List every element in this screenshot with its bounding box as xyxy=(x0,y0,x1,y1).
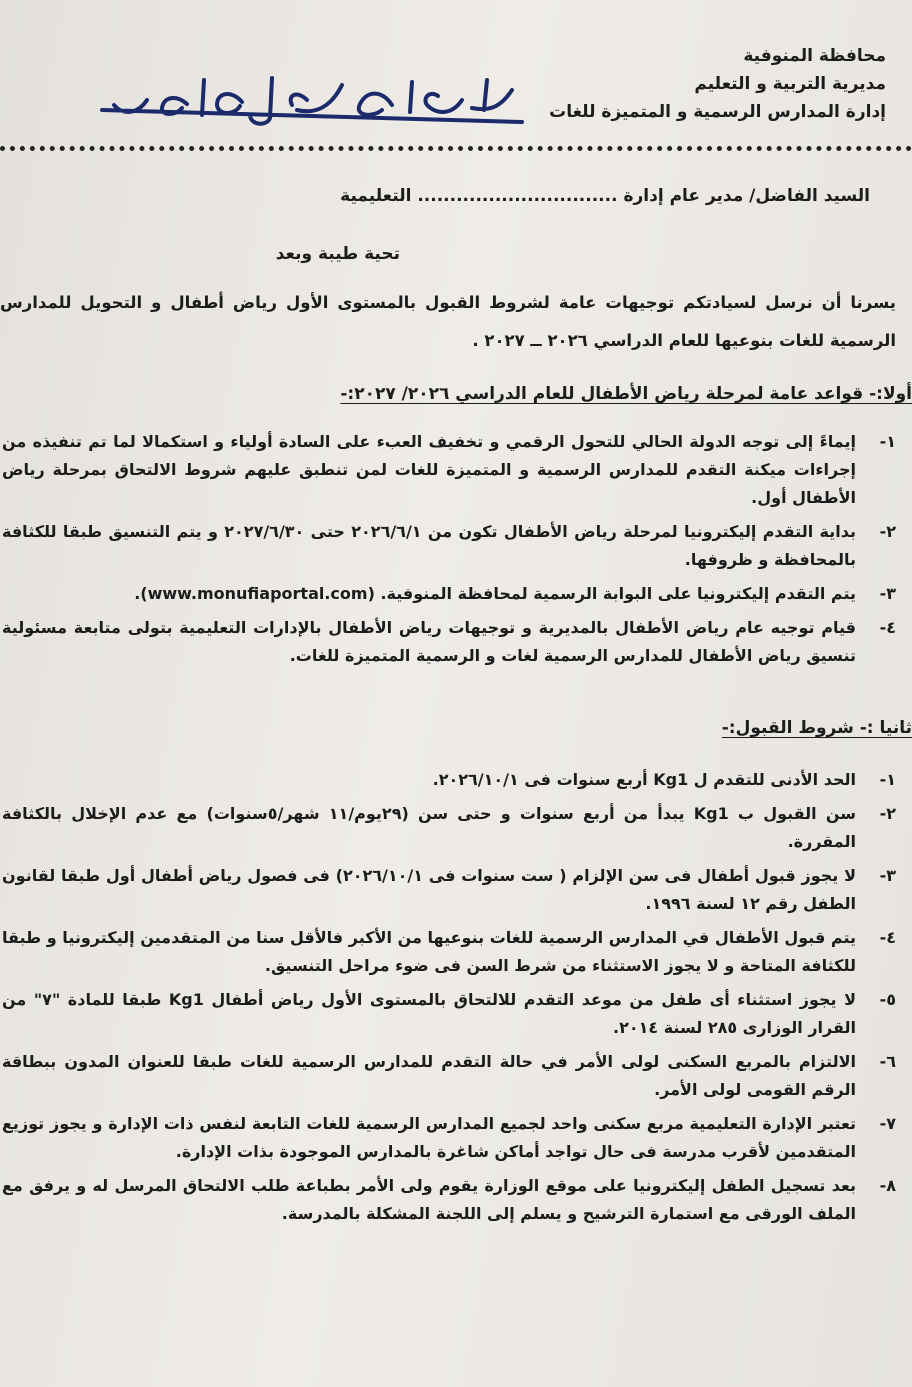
item-text: يتم التقدم إليكترونيا على البوابة الرسمية لمحافظة المنوفية. (www.monufiaportal.com). xyxy=(134,584,856,603)
item-text: لا يجوز قبول أطفال فى سن الإلزام ( ست سنوات فى ٢٠٢٦/١٠/١) فى فصول رياض أطفال أول طبقا لقانون الطفل رقم ١٢ لسنة ١٩٩٦. xyxy=(2,866,856,913)
list-item xyxy=(2,862,896,918)
item-number: ٤- xyxy=(879,618,896,637)
item-number: ١- xyxy=(879,432,896,451)
item-number: ١- xyxy=(879,770,896,789)
item-text: قيام توجيه عام رياض الأطفال بالمديرية و توجيهات رياض الأطفال بالإدارات التعليمية بتولى متابعة مسئولية تنسيق رياض الأطفال للمدارس الرسمية لغات و الرسمية المتميزة للغات. xyxy=(2,618,856,665)
item-text: الحد الأدنى للتقدم ل Kg1 أربع سنوات فى ٢٠٢٦/١٠/١. xyxy=(432,770,856,789)
item-text: يتم قبول الأطفال في المدارس الرسمية للغات بنوعيها من الأكبر فالأقل سنا من المتقدمين إليكترونيا و طبقا للكثافة المتاحة و لا يجوز الاستثناء من شرط السن فى ضوء مراحل التنسيق. xyxy=(2,928,856,975)
item-text: تعتبر الإدارة التعليمية مربع سكنى واحد لجميع المدارس الرسمية للغات التابعة لنفس ذات الإدارة و يجوز توزيع المتقدمين لأقرب مدرسة فى حال تواجد أماكن شاغرة بالمدارس الموجودة بذات الإدارة. xyxy=(2,1114,856,1161)
item-number: ٧- xyxy=(879,1114,896,1133)
item-number: ٣- xyxy=(879,866,896,885)
section1-list xyxy=(2,428,896,676)
list-item xyxy=(2,1172,896,1228)
list-item xyxy=(2,924,896,980)
section2-title: ثانيا :- شروط القبول:- xyxy=(721,718,912,738)
item-text: بعد تسجيل الطفل إليكترونيا على موقع الوزارة يقوم ولى الأمر بطباعة طلب الالتحاق المرسل له و يرفق مع الملف الورقى مع استمارة الترشيح و يسلم إلى اللجنة المشكلة بالمدرسة. xyxy=(2,1176,856,1223)
item-number: ٤- xyxy=(879,928,896,947)
list-item xyxy=(2,766,896,794)
list-item xyxy=(2,986,896,1042)
item-number: ٦- xyxy=(879,1052,896,1071)
item-number: ٥- xyxy=(879,990,896,1009)
governorate-name: محافظة المنوفية xyxy=(743,46,886,66)
list-item xyxy=(2,1048,896,1104)
intro-paragraph: يسرنا أن نرسل لسيادتكم توجيهات عامة لشروط القبول بالمستوى الأول رياض أطفال و التحويل للمدارس الرسمية للغات بنوعيها للعام الدراسي ٢٠٢٦ ــ ٢٠٢٧ . xyxy=(0,293,896,350)
item-text: بداية التقدم إليكترونيا لمرحلة رياض الأطفال تكون من ٢٠٢٦/٦/١ حتى ٢٠٢٧/٦/٣٠ و يتم التنسيق طبقا للكثافة بالمحافظة و ظروفها. xyxy=(2,522,856,569)
list-item xyxy=(2,580,896,608)
list-item xyxy=(2,800,896,856)
item-number: ٢- xyxy=(879,804,896,823)
item-text: سن القبول ب Kg1 يبدأ من أربع سنوات و حتى سن (٢٩يوم/١١ شهر/٥سنوات) مع عدم الإخلال بالكثافة المقررة. xyxy=(2,804,856,851)
section1-title: أولا:- قواعد عامة لمرحلة رياض الأطفال للعام الدراسي ٢٠٢٦/ ٢٠٢٧:- xyxy=(340,384,912,404)
greeting: تحية طيبة وبعد xyxy=(275,244,400,264)
department-name: إدارة المدارس الرسمية و المتميزة للغات xyxy=(549,102,886,122)
item-number: ٨- xyxy=(879,1176,896,1195)
item-text: إيماءً إلى توجه الدولة الحالي للتحول الرقمي و تخفيف العبء على السادة أولياء و استكمالا لما تم تنفيذه من إجراءات ميكنة التقدم للمدارس الرسمية و المتميزة للغات لمن تنطبق عليهم شروط الالتحاق بمرحلة رياض الأطفال أول. xyxy=(2,432,856,507)
list-item xyxy=(2,428,896,512)
header-divider xyxy=(0,146,912,151)
list-item xyxy=(2,614,896,670)
recipient-line: السيد الفاضل/ مدير عام إدارة ............................... التعليمية xyxy=(340,186,870,206)
item-number: ٣- xyxy=(879,584,896,603)
section2-list xyxy=(2,766,896,1234)
directorate-name: مديرية التربية و التعليم xyxy=(694,74,886,94)
list-item xyxy=(2,1110,896,1166)
list-item xyxy=(2,518,896,574)
item-text: الالتزام بالمربع السكنى لولى الأمر في حالة التقدم للمدارس الرسمية للغات طبقا للعنوان المدون ببطاقة الرقم القومى لولى الأمر. xyxy=(2,1052,856,1099)
letterhead xyxy=(526,42,886,126)
handwritten-note xyxy=(92,60,532,140)
item-number: ٢- xyxy=(879,522,896,541)
item-text: لا يجوز استثناء أى طفل من موعد التقدم للالتحاق بالمستوى الأول رياض أطفال Kg1 طبقا للمادة "٧" من القرار الوزارى ٢٨٥ لسنة ٢٠١٤. xyxy=(2,990,856,1037)
